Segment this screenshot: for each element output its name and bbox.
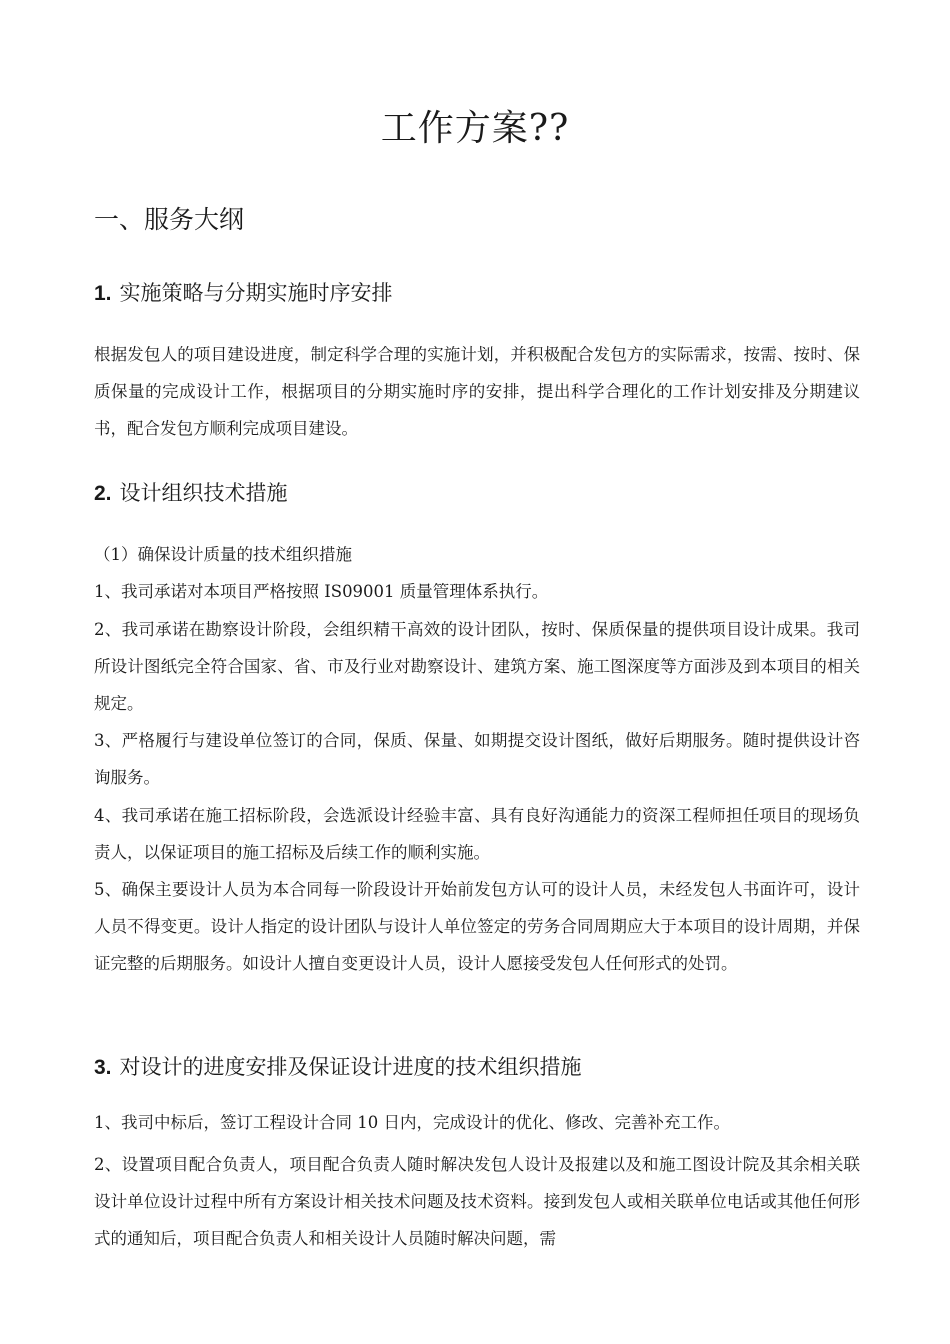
list-item: 2、设置项目配合负责人，项目配合负责人随时解决发包人设计及报建以及和施工图设计院及其余相关联设计单位设计过程中所有方案设计相关技术问题及技术资料。接到发包人或相关联单位电话或其他任何形式的通知后，项目配合负责人和相关设计人员随时解决问题，需 xyxy=(94,1155,860,1248)
list-item: 5、确保主要设计人员为本合同每一阶段设计开始前发包方认可的设计人员，未经发包人书面许可，设计人员不得变更。设计人指定的设计团队与设计人单位签定的劳务合同周期应大于本项目的设计周期，并保证完整的后期服务。如设计人擅自变更设计人员，设计人愿接受发包人任何形式的处罚。 xyxy=(94,880,860,973)
subheading-design-organization xyxy=(94,478,288,509)
list-item: 3、严格履行与建设单位签订的合同，保质、保量、如期提交设计图纸，做好后期服务。随时提供设计咨询服务。 xyxy=(94,731,860,787)
list-item: 2、我司承诺在勘察设计阶段，会组织精干高效的设计团队，按时、保质保量的提供项目设计成果。我司所设计图纸完全符合国家、省、市及行业对勘察设计、建筑方案、施工图深度等方面涉及到本项目的相关规定。 xyxy=(94,620,860,713)
subheading-number: 1. xyxy=(94,282,112,305)
subheading-schedule-measures xyxy=(94,1052,582,1083)
section-heading-service-outline: 一、服务大纲 xyxy=(94,205,245,234)
list-item: 1、我司承诺对本项目严格按照 IS09001 质量管理体系执行。 xyxy=(94,582,549,601)
subheading-number: 2. xyxy=(94,482,112,505)
list-item: 4、我司承诺在施工招标阶段，会选派设计经验丰富、具有良好沟通能力的资深工程师担任项目的现场负责人，以保证项目的施工招标及后续工作的顺利实施。 xyxy=(94,806,860,862)
list-item: 1、我司中标后，签订工程设计合同 10 日内，完成设计的优化、修改、完善补充工作。 xyxy=(94,1113,730,1132)
subtitle-quality-measures: （1）确保设计质量的技术组织措施 xyxy=(94,545,352,564)
paragraph-implementation-strategy: 根据发包人的项目建设进度，制定科学合理的实施计划，并积极配合发包方的实际需求，按需、按时、保质保量的完成设计工作，根据项目的分期实施时序的安排，提出科学合理化的工作计划安排及分期建议书，配合发包方顺利完成项目建设。 xyxy=(94,345,860,438)
subheading-text: 对设计的进度安排及保证设计进度的技术组织措施 xyxy=(119,1055,582,1079)
document-title: 工作方案?? xyxy=(380,108,570,149)
subheading-implementation-strategy xyxy=(94,278,393,309)
subheading-number: 3. xyxy=(94,1056,112,1079)
subheading-text: 设计组织技术措施 xyxy=(119,481,288,505)
subheading-text: 实施策略与分期实施时序安排 xyxy=(119,281,393,305)
